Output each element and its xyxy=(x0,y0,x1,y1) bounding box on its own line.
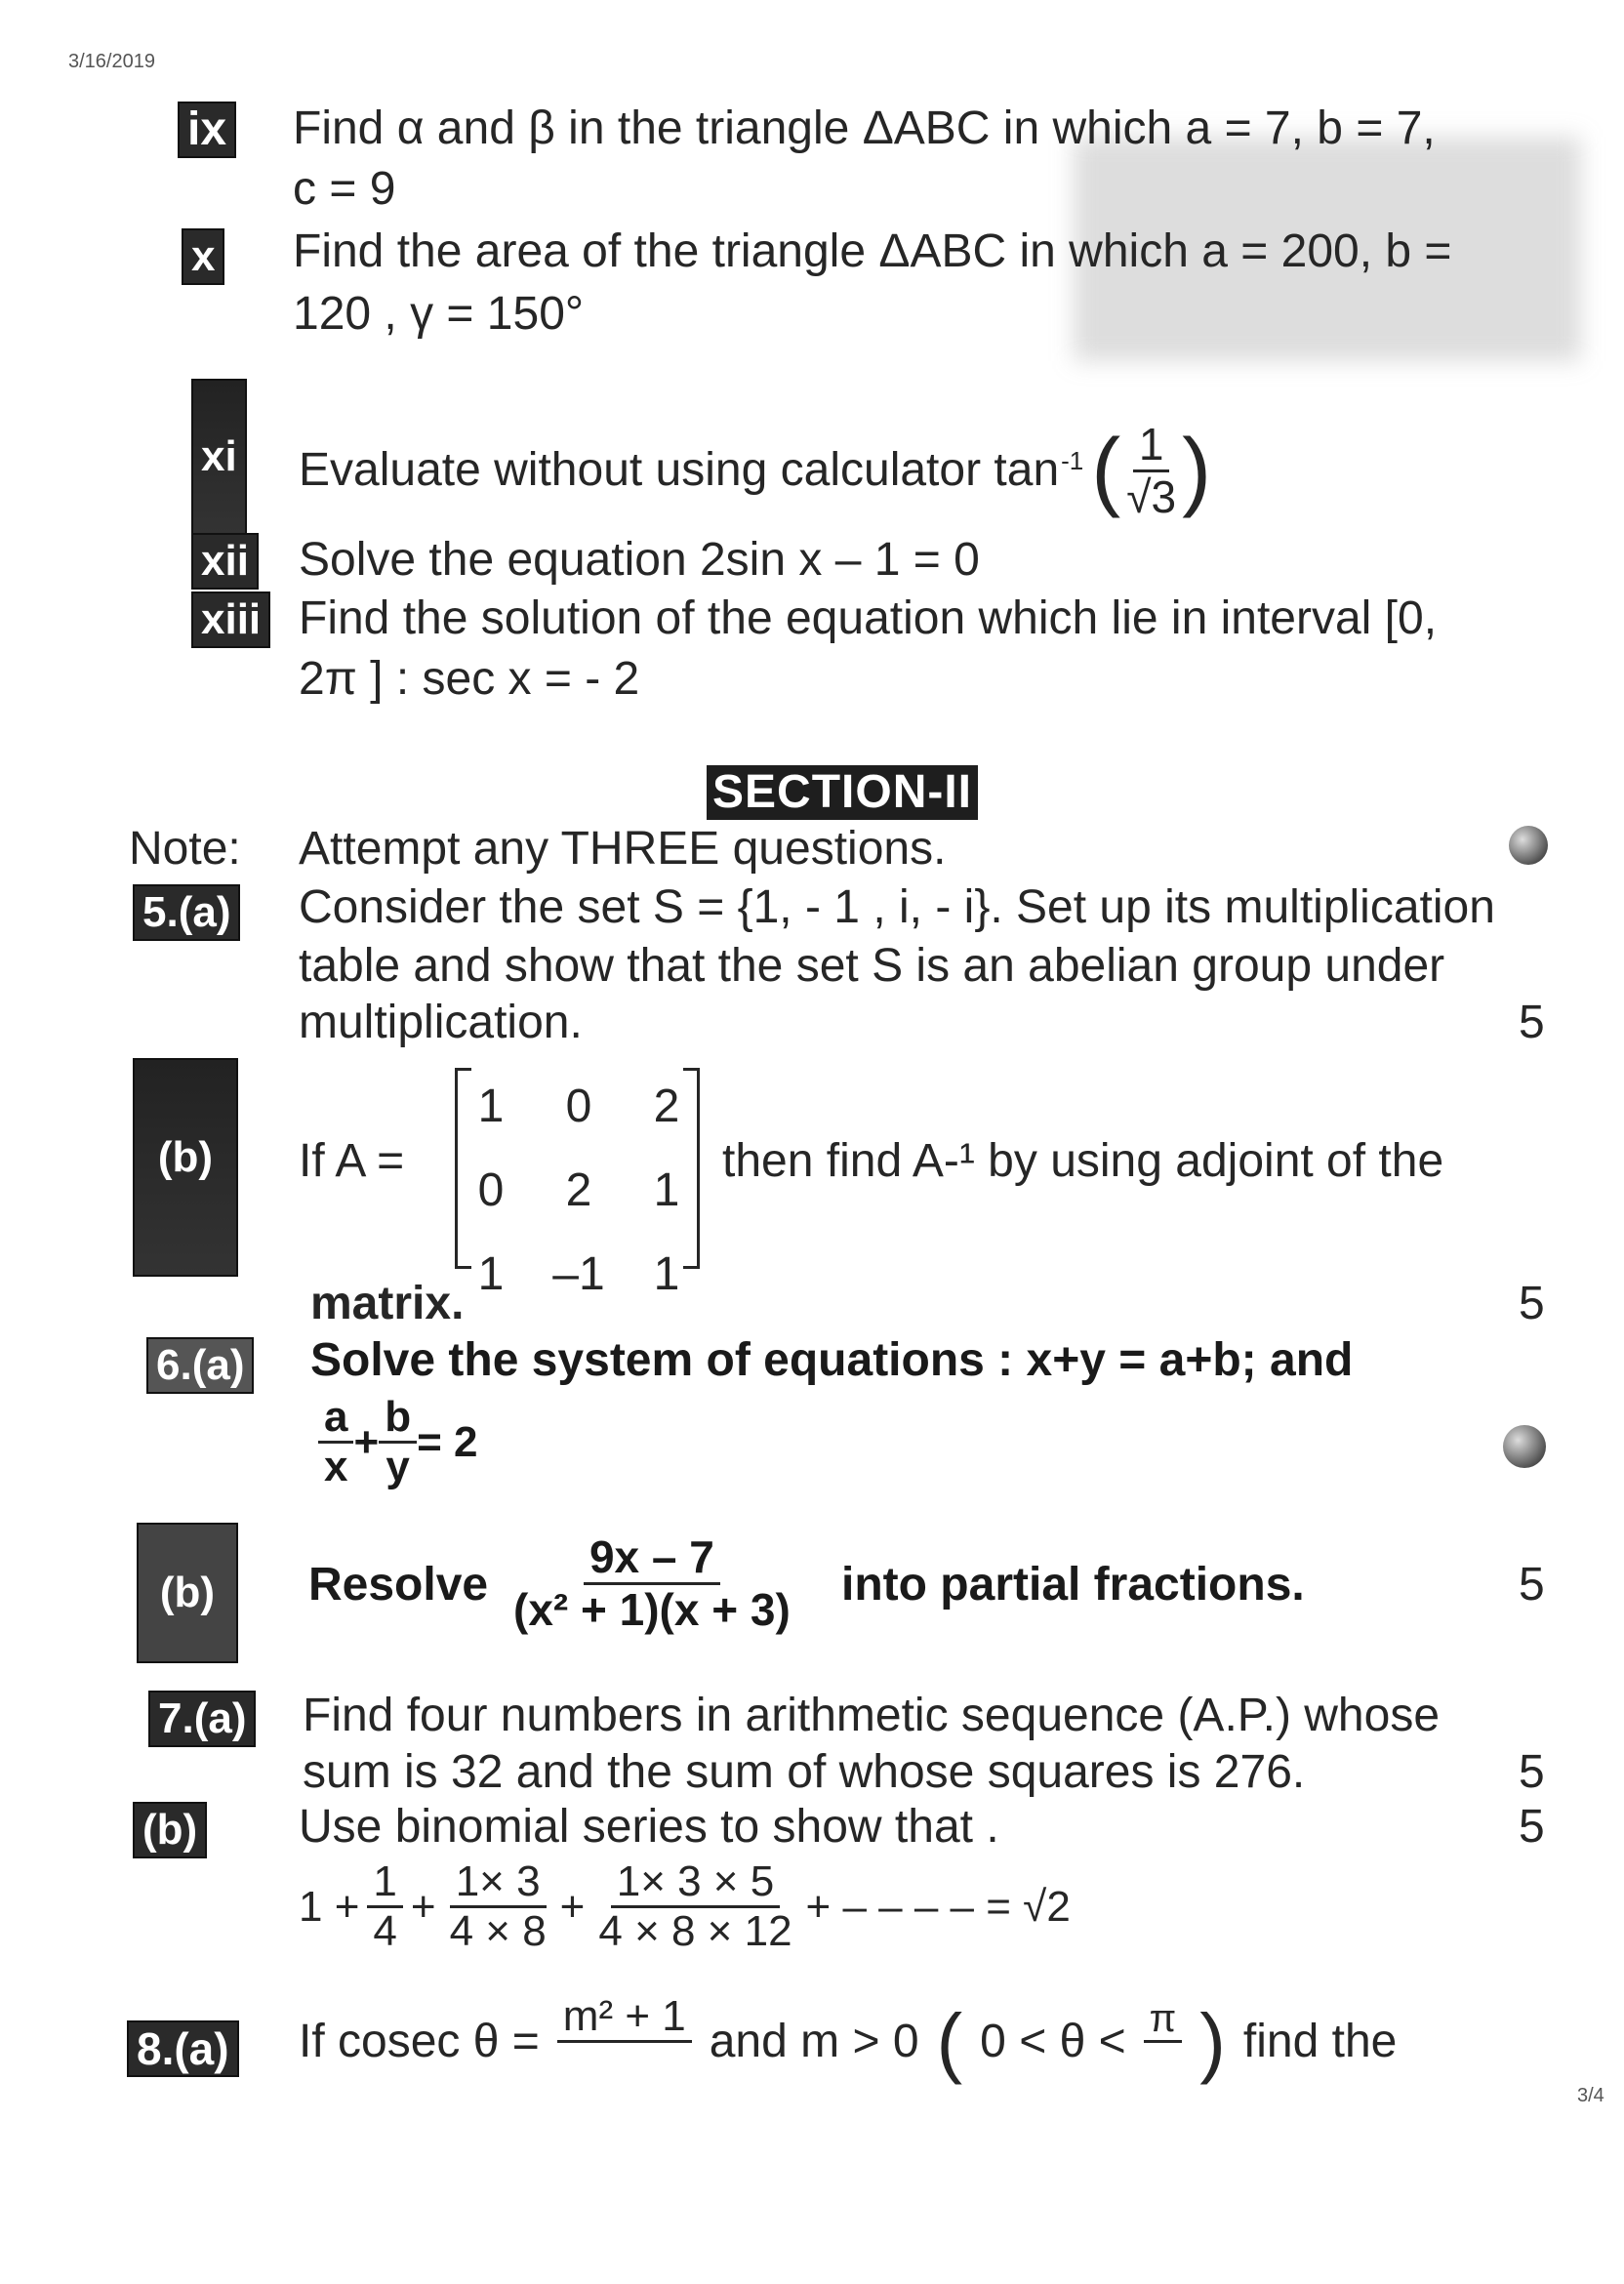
question-x-line1: Find the area of the triangle ΔABC in which a = 200, b = xyxy=(293,225,1452,277)
question-label-6b: (b) xyxy=(137,1523,238,1663)
page-number: 3/4 xyxy=(1577,2085,1604,2106)
question-label-5b: (b) xyxy=(133,1058,238,1277)
section-title: SECTION-II xyxy=(707,765,978,820)
fraction-denominator: 4 × 8 xyxy=(449,1907,547,1956)
question-label-6a: 6.(a) xyxy=(146,1337,254,1394)
fraction-b-over-y xyxy=(379,1394,417,1491)
plus-sign: + xyxy=(410,1882,436,1931)
plus-sign: + xyxy=(559,1882,586,1931)
series-term-2 xyxy=(444,1858,552,1956)
paren-right: ) xyxy=(1199,1997,1226,2085)
fraction-numerator: 1 xyxy=(1133,420,1170,472)
question-xiii-line2: 2π ] : sec x = - 2 xyxy=(299,653,640,705)
question-xiii-line1: Find the solution of the equation which lie in interval [0, xyxy=(299,592,1438,644)
question-label-xiii: xiii xyxy=(191,591,270,648)
q7b-marks: 5 xyxy=(1519,1801,1545,1853)
fraction-numerator: 1× 3 × 5 xyxy=(611,1858,780,1908)
q5b-line2: matrix. xyxy=(310,1278,465,1329)
fraction-numerator: a xyxy=(318,1394,353,1444)
question-label-xi: xi xyxy=(191,379,247,535)
q8a-fraction xyxy=(557,1993,692,2091)
q6b-suffix: into partial fractions. xyxy=(841,1559,1305,1611)
q5b-prefix: If A = xyxy=(299,1135,405,1187)
q5b-marks: 5 xyxy=(1519,1278,1545,1329)
q6b-prefix: Resolve xyxy=(308,1559,489,1611)
q8a-condition: 0 < θ < xyxy=(980,2015,1126,2067)
q5b-suffix: then find A-¹ by using adjoint of the xyxy=(722,1135,1444,1187)
question-xi-text: Evaluate without using calculator tan xyxy=(299,444,1060,497)
q5a-marks: 5 xyxy=(1519,997,1545,1048)
question-label-x: x xyxy=(182,228,224,285)
question-label-5a: 5.(a) xyxy=(133,884,240,941)
question-xi xyxy=(299,420,1211,521)
matrix-cell: 1 xyxy=(477,1247,505,1300)
fraction-numerator: m² + 1 xyxy=(557,1993,692,2043)
q8a-pi-fraction xyxy=(1144,1997,1183,2086)
binomial-series xyxy=(299,1858,1071,1956)
matrix-bracket-right xyxy=(683,1068,700,1269)
fraction-numerator: 9x – 7 xyxy=(584,1532,720,1585)
note-label: Note: xyxy=(129,823,241,875)
q7a-marks: 5 xyxy=(1519,1746,1545,1798)
fraction-numerator: 1 xyxy=(367,1858,402,1908)
matrix-a xyxy=(447,1064,710,1316)
q6a-equation xyxy=(318,1394,477,1491)
fraction-a-over-x xyxy=(318,1394,353,1491)
q6b-marks: 5 xyxy=(1519,1559,1545,1611)
question-label-7a: 7.(a) xyxy=(148,1691,256,1747)
q5a-line3: multiplication. xyxy=(299,997,583,1048)
q8a-mid: and m > 0 xyxy=(709,2015,919,2067)
question-label-7b: (b) xyxy=(133,1802,207,1858)
question-ix-line2: c = 9 xyxy=(293,163,396,215)
paren-left: ( xyxy=(1091,422,1121,520)
q7a-line2: sum is 32 and the sum of whose squares is 276. xyxy=(303,1746,1306,1798)
fraction-denominator: y xyxy=(386,1443,410,1491)
fraction-numerator: 1× 3 xyxy=(450,1858,547,1908)
matrix-cell: 1 xyxy=(653,1163,680,1216)
fraction-numerator: π xyxy=(1144,1997,1183,2043)
q8a-line xyxy=(299,1993,1397,2091)
plus-sign: + xyxy=(353,1417,380,1466)
matrix-cell: 0 xyxy=(477,1163,505,1216)
matrix-cell: 1 xyxy=(653,1247,680,1300)
question-ix-line1: Find α and β in the triangle ΔABC in which a = 7, b = 7, xyxy=(293,102,1436,154)
matrix-cell: 2 xyxy=(653,1080,680,1132)
note-text: Attempt any THREE questions. xyxy=(299,823,947,875)
punch-hole-icon xyxy=(1509,826,1548,865)
q5a-line1: Consider the set S = {1, - 1 , i, - i}. Set up its multiplication xyxy=(299,881,1495,933)
q8a-suffix: find the xyxy=(1242,2015,1398,2067)
punch-hole-icon xyxy=(1503,1425,1546,1468)
series-start: 1 + xyxy=(299,1882,360,1931)
q6b-fraction xyxy=(508,1532,796,1634)
question-label-xii: xii xyxy=(191,533,259,590)
q6a-line1: Solve the system of equations : x+y = a+b; and xyxy=(310,1334,1354,1386)
q5a-line2: table and show that the set S is an abelian group under xyxy=(299,940,1445,992)
equals-two: = 2 xyxy=(417,1417,478,1466)
fraction-denominator: √3 xyxy=(1126,470,1177,522)
series-tail: + – – – – = √2 xyxy=(805,1882,1071,1931)
matrix-cell: 1 xyxy=(477,1080,505,1132)
fraction-denominator: 4 × 8 × 12 xyxy=(598,1907,792,1956)
series-term-1 xyxy=(367,1858,402,1956)
question-xi-sup: -1 xyxy=(1061,446,1084,476)
q8a-prefix: If cosec θ = xyxy=(299,2015,540,2067)
question-x-line2: 120 , γ = 150° xyxy=(293,288,585,340)
print-date: 3/16/2019 xyxy=(68,51,155,72)
fraction-denominator: 4 xyxy=(373,1907,397,1956)
q7a-line1: Find four numbers in arithmetic sequence (A.P.) whose xyxy=(303,1690,1441,1741)
question-xii-text: Solve the equation 2sin x – 1 = 0 xyxy=(299,534,980,586)
matrix-cell: 0 xyxy=(565,1080,592,1132)
paren-right: ) xyxy=(1182,422,1212,520)
matrix-cell: 2 xyxy=(565,1163,592,1216)
question-label-8a: 8.(a) xyxy=(127,2020,239,2077)
paren-left: ( xyxy=(936,1997,963,2085)
series-term-3 xyxy=(592,1858,797,1956)
matrix-cell: –1 xyxy=(552,1247,605,1300)
fraction-numerator: b xyxy=(379,1394,417,1444)
question-xi-fraction xyxy=(1120,420,1182,521)
fraction-denominator: x xyxy=(324,1443,348,1491)
q7b-text: Use binomial series to show that . xyxy=(299,1801,999,1853)
fraction-denominator: (x² + 1)(x + 3) xyxy=(513,1583,791,1635)
question-label-ix: ix xyxy=(178,102,236,158)
